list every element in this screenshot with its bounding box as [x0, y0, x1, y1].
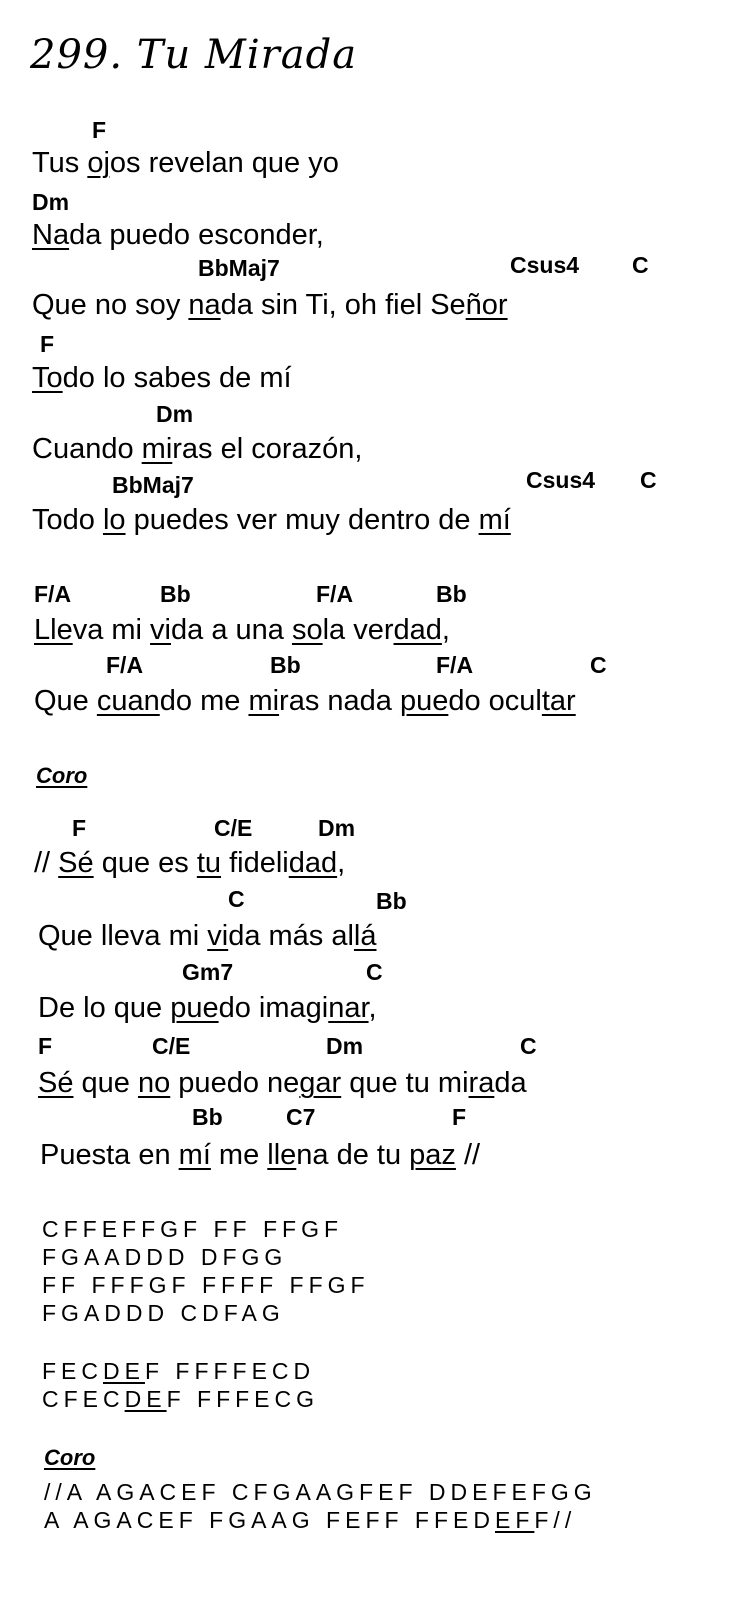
chord: Bb — [436, 581, 467, 607]
lyric-line: Puesta en mí me llena de tu paz // — [40, 1139, 481, 1171]
lyric-line: Que lleva mi vida más allá — [38, 920, 377, 952]
melody-line: FGAADDD DFGG — [42, 1244, 288, 1270]
chord: C — [640, 467, 657, 493]
chord: Csus4 — [510, 252, 580, 278]
chord: Dm — [32, 189, 70, 215]
chord: C7 — [286, 1104, 316, 1130]
chord: F/A — [316, 581, 354, 607]
lyric-line: Que no soy nada sin Ti, oh fiel Señor — [32, 289, 508, 321]
lyric-line: Nada puedo esconder, — [32, 219, 324, 251]
chord: F — [38, 1033, 53, 1059]
chord: Dm — [156, 401, 194, 427]
chord: C/E — [214, 815, 253, 841]
chord: F — [452, 1104, 467, 1130]
song-title: 299. Tu Mirada — [30, 32, 358, 78]
melody-line: FF FFFGF FFFF FFGF — [42, 1272, 370, 1298]
chord: F — [72, 815, 87, 841]
lyric-line: Tus ojos revelan que yo — [32, 147, 339, 179]
chord: Dm — [318, 815, 356, 841]
chord: C — [228, 886, 245, 912]
chord: Bb — [160, 581, 191, 607]
chord: F/A — [106, 652, 144, 678]
melody-chorus-label: Coro — [44, 1445, 96, 1470]
chord: C/E — [152, 1033, 191, 1059]
lyric-line: Cuando miras el corazón, — [32, 433, 363, 465]
melody-line: FECDEF FFFFECD — [42, 1358, 316, 1384]
lyric-line: // Sé que es tu fidelidad, — [34, 847, 346, 879]
chord: C — [520, 1033, 537, 1059]
lyric-line: Todo lo sabes de mí — [32, 362, 292, 394]
lyric-line: Sé que no puedo negar que tu mirada — [38, 1067, 527, 1099]
chord: C — [590, 652, 607, 678]
lyric-line: Lleva mi vida a una sola verdad, — [34, 614, 450, 646]
lyric-line: De lo que puedo imaginar, — [38, 992, 377, 1024]
lyric-line: Todo lo puedes ver muy dentro de mí — [32, 504, 511, 536]
chord: F — [40, 331, 55, 357]
melody-line: CFECDEF FFFECG — [42, 1386, 320, 1412]
chord: Bb — [192, 1104, 223, 1130]
chord: Bb — [376, 888, 407, 914]
melody-line: A AGACEF FGAAG FEFF FFEDEFF// — [44, 1507, 577, 1533]
melody-line: FGADDD CDFAG — [42, 1300, 285, 1326]
chord: C — [632, 252, 649, 278]
chord: C — [366, 959, 383, 985]
chord: BbMaj7 — [198, 255, 280, 281]
chord: Bb — [270, 652, 301, 678]
chord: BbMaj7 — [112, 472, 194, 498]
melody-line: CFFEFFGF FF FFGF — [42, 1216, 344, 1242]
melody-line: //A AGACEF CFGAAGFEF DDEFEFGG — [44, 1479, 597, 1505]
chorus-label: Coro — [36, 763, 88, 788]
chord: F/A — [436, 652, 474, 678]
chord: F/A — [34, 581, 72, 607]
chord: Csus4 — [526, 467, 596, 493]
chord: Gm7 — [182, 959, 234, 985]
lyric-line: Que cuando me miras nada puedo ocultar — [34, 685, 576, 717]
chord: F — [92, 117, 107, 143]
chord: Dm — [326, 1033, 364, 1059]
